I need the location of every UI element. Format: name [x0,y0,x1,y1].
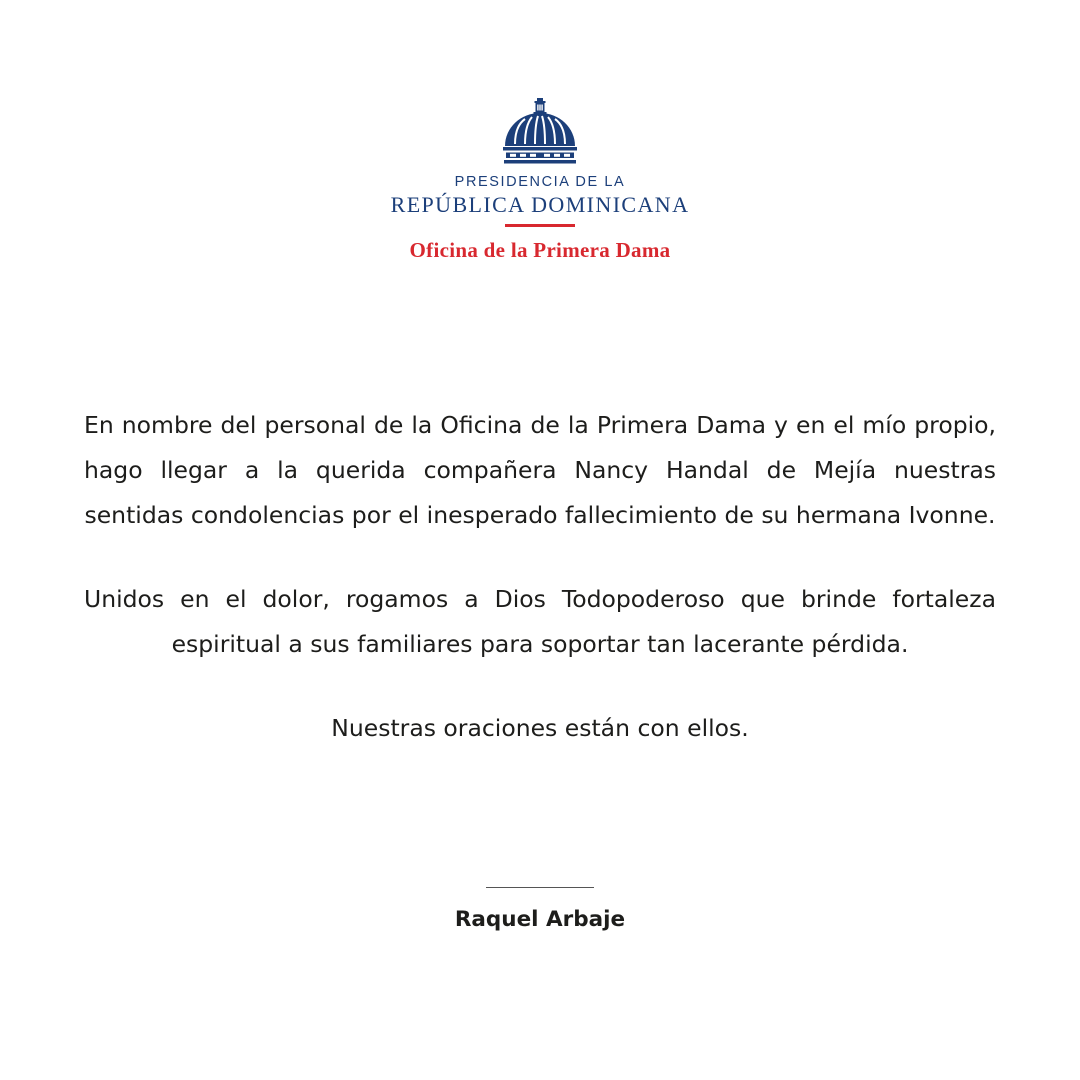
signature-name: Raquel Arbaje [454,907,626,932]
logo-red-divider [505,224,575,227]
office-title: Oficina de la Primera Dama [409,238,671,262]
condolence-letter [84,403,996,751]
logo-presidency-text: PRESIDENCIA DE LA [454,174,626,190]
national-palace-dome-icon [502,98,578,166]
signature-line [486,887,594,888]
logo-country-text: REPÚBLICA DOMINICANA [390,192,690,217]
letter-paragraph-2: Unidos en el dolor, rogamos a Dios Todopoderoso que brinde fortaleza espiritual a sus familiares para soportar tan lacerante pérdida. [84,585,996,658]
presidency-logo [0,98,1080,263]
letter-paragraph-3: Nuestras oraciones están con ellos. [331,714,749,742]
letter-paragraph-1: En nombre del personal de la Oficina de la Primera Dama y en el mío propio, hago llegar a la querida compañera Nancy Handal de Mejía nuestras sentidas condolencias por el inesperado fallecimiento de su hermana Ivonne. [84,411,996,529]
